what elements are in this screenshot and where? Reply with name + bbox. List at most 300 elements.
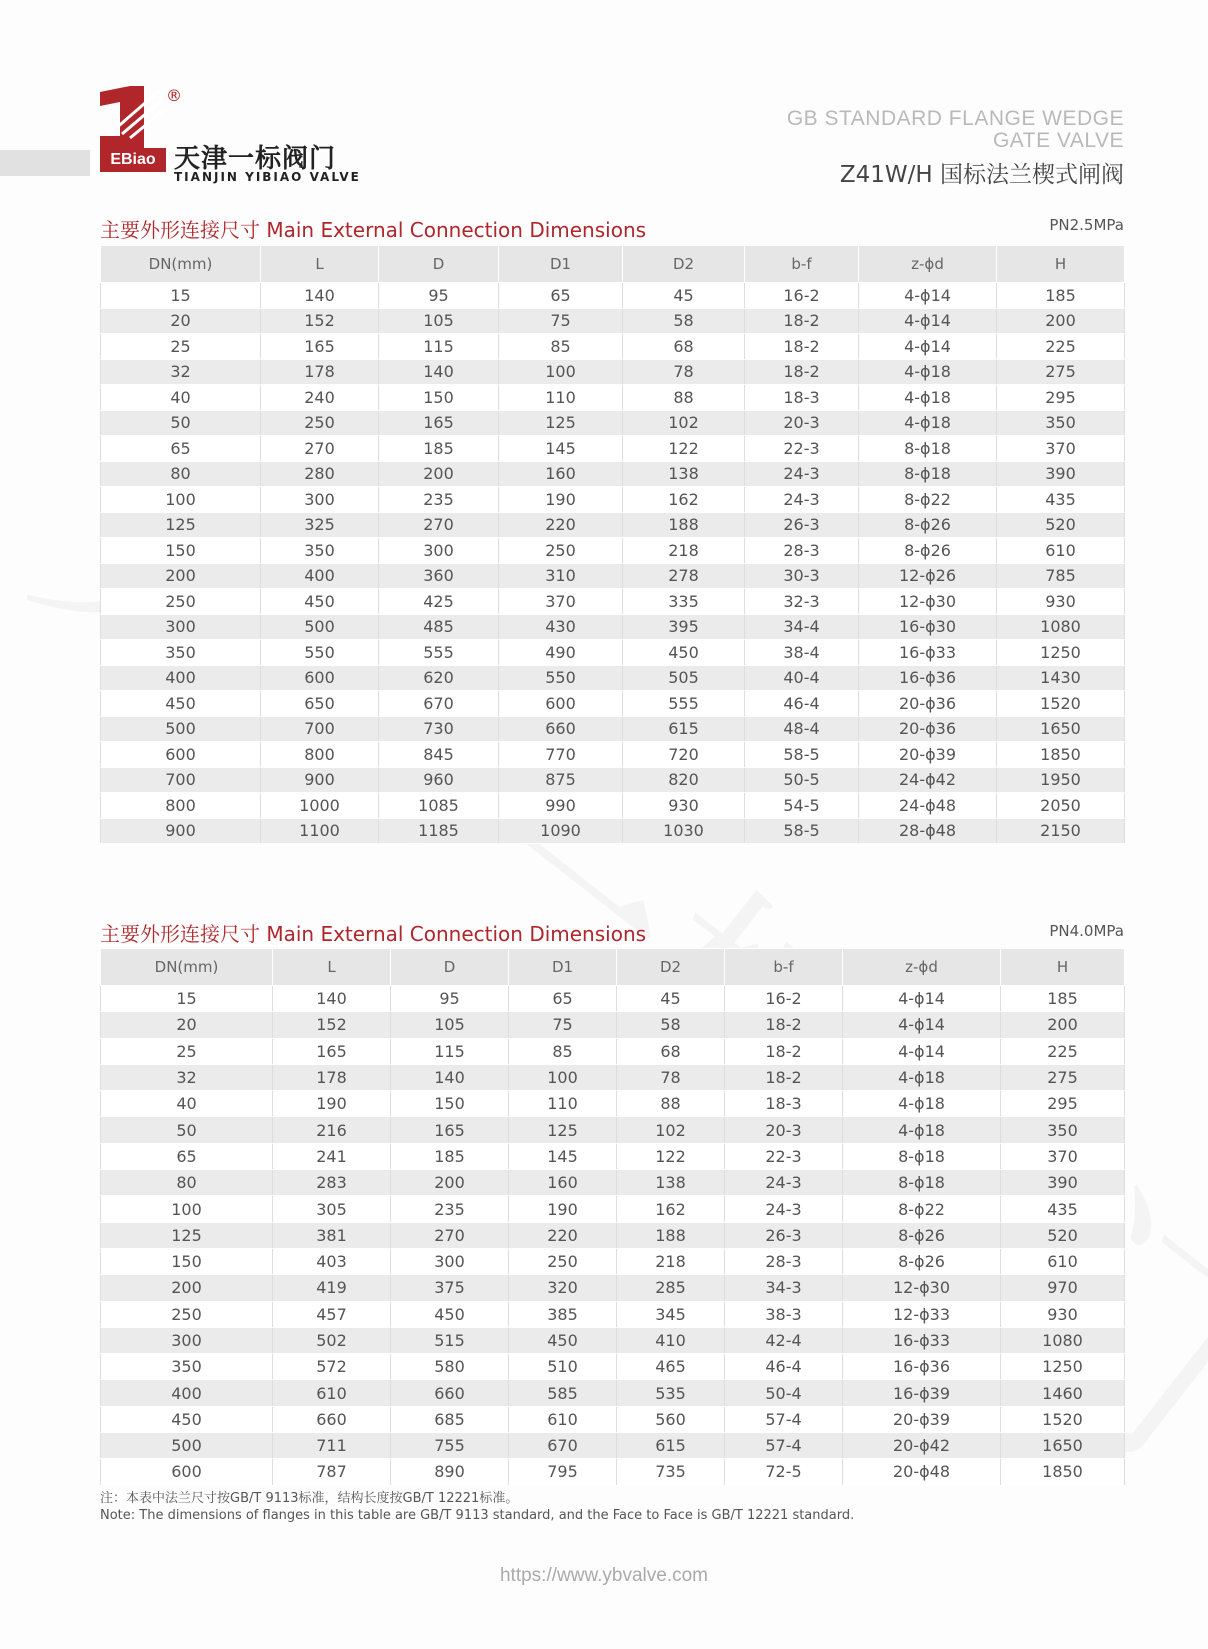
table-header-row xyxy=(101,246,1125,283)
table-cell: 178 xyxy=(261,359,379,385)
table-cell: 350 xyxy=(101,1354,273,1380)
product-title-cn: Z41W/H 国标法兰楔式闸阀 xyxy=(839,162,1124,188)
table-cell: 400 xyxy=(261,563,379,589)
table-cell: 185 xyxy=(391,1143,509,1169)
table-cell: 18-3 xyxy=(745,385,859,411)
table-cell: 485 xyxy=(379,614,499,640)
table-cell: 115 xyxy=(391,1038,509,1064)
table-cell: 711 xyxy=(273,1433,391,1459)
table-cell: 65 xyxy=(101,1143,273,1169)
table-cell: 990 xyxy=(499,793,623,819)
table-cell: 270 xyxy=(261,436,379,462)
table-cell: 1850 xyxy=(997,742,1125,768)
table-row xyxy=(101,359,1125,385)
table-cell: 1520 xyxy=(1001,1406,1125,1432)
table-cell: 450 xyxy=(623,640,745,666)
table-cell: 188 xyxy=(617,1222,725,1248)
table-cell: 218 xyxy=(617,1248,725,1274)
table-cell: 730 xyxy=(379,716,499,742)
table-cell: 152 xyxy=(273,1012,391,1038)
table-cell: 16-ϕ33 xyxy=(859,640,997,666)
product-title-block xyxy=(787,108,1124,189)
table-cell: 381 xyxy=(273,1222,391,1248)
table-cell: 930 xyxy=(623,793,745,819)
table-cell: 20-ϕ39 xyxy=(859,742,997,768)
table-cell: 400 xyxy=(101,665,261,691)
table-cell: 305 xyxy=(273,1196,391,1222)
table-cell: 395 xyxy=(623,614,745,640)
table-cell: 490 xyxy=(499,640,623,666)
table-row xyxy=(101,1354,1125,1380)
table-cell: 100 xyxy=(499,359,623,385)
table-cell: 550 xyxy=(261,640,379,666)
column-header: L xyxy=(273,949,391,986)
table-cell: 250 xyxy=(499,538,623,564)
column-header: z-ϕd xyxy=(843,949,1001,986)
table-cell: 38-4 xyxy=(745,640,859,666)
table-cell: 370 xyxy=(499,589,623,615)
table-cell: 20-ϕ36 xyxy=(859,691,997,717)
table-cell: 250 xyxy=(101,589,261,615)
table-cell: 650 xyxy=(261,691,379,717)
table-row xyxy=(101,1459,1125,1485)
table-cell: 88 xyxy=(623,385,745,411)
table-cell: 4-ϕ14 xyxy=(859,308,997,334)
table-cell: 32 xyxy=(101,1064,273,1090)
table-row xyxy=(101,1327,1125,1353)
table-cell: 16-2 xyxy=(745,283,859,309)
table-cell: 140 xyxy=(261,283,379,309)
table-row xyxy=(101,1248,1125,1274)
table-cell: 4-ϕ14 xyxy=(859,334,997,360)
table-cell: 88 xyxy=(617,1091,725,1117)
table-cell: 218 xyxy=(623,538,745,564)
table-cell: 200 xyxy=(101,1275,273,1301)
dimensions-table-pn25 xyxy=(100,245,1125,844)
table-cell: 685 xyxy=(391,1406,509,1432)
table-cell: 16-ϕ36 xyxy=(859,665,997,691)
table-cell: 4-ϕ14 xyxy=(843,1012,1001,1038)
table2-pressure: PN4.0MPa xyxy=(1049,922,1124,940)
table-cell: 165 xyxy=(379,410,499,436)
table-cell: 610 xyxy=(1001,1248,1125,1274)
table-cell: 930 xyxy=(997,589,1125,615)
table-cell: 20 xyxy=(101,308,261,334)
table-cell: 165 xyxy=(261,334,379,360)
table-cell: 40-4 xyxy=(745,665,859,691)
table-cell: 138 xyxy=(623,461,745,487)
table-row xyxy=(101,665,1125,691)
table-cell: 510 xyxy=(509,1354,617,1380)
table-row xyxy=(101,1038,1125,1064)
table-cell: 24-ϕ48 xyxy=(859,793,997,819)
table-cell: 57-4 xyxy=(725,1433,843,1459)
table-cell: 572 xyxy=(273,1354,391,1380)
table-cell: 162 xyxy=(623,487,745,513)
table-cell: 1030 xyxy=(623,818,745,844)
table-cell: 225 xyxy=(997,334,1125,360)
table-cell: 457 xyxy=(273,1301,391,1327)
table-cell: 200 xyxy=(391,1170,509,1196)
product-title-en-line1: GB STANDARD FLANGE WEDGE xyxy=(786,107,1124,130)
table-cell: 8-ϕ18 xyxy=(859,461,997,487)
table-cell: 8-ϕ26 xyxy=(859,538,997,564)
table-cell: 235 xyxy=(391,1196,509,1222)
table-cell: 520 xyxy=(1001,1222,1125,1248)
table-cell: 400 xyxy=(101,1380,273,1406)
table-cell: 185 xyxy=(1001,986,1125,1012)
table-cell: 300 xyxy=(101,1327,273,1353)
column-header: b-f xyxy=(725,949,843,986)
table-cell: 370 xyxy=(1001,1143,1125,1169)
table-cell: 42-4 xyxy=(725,1327,843,1353)
decorative-band xyxy=(0,150,90,176)
table-cell: 200 xyxy=(997,308,1125,334)
table-cell: 435 xyxy=(1001,1196,1125,1222)
table-cell: 345 xyxy=(617,1301,725,1327)
table-cell: 660 xyxy=(391,1380,509,1406)
table-cell: 500 xyxy=(101,716,261,742)
table-cell: 165 xyxy=(391,1117,509,1143)
table-cell: 240 xyxy=(261,385,379,411)
table-cell: 28-ϕ48 xyxy=(859,818,997,844)
table-cell: 15 xyxy=(101,283,261,309)
column-header: D xyxy=(391,949,509,986)
table-cell: 145 xyxy=(509,1143,617,1169)
table-cell: 75 xyxy=(499,308,623,334)
table-cell: 670 xyxy=(509,1433,617,1459)
table-cell: 610 xyxy=(273,1380,391,1406)
table-cell: 12-ϕ26 xyxy=(859,563,997,589)
table-cell: 370 xyxy=(997,436,1125,462)
column-header: DN(mm) xyxy=(101,246,261,283)
table-cell: 1250 xyxy=(1001,1354,1125,1380)
registered-mark: ® xyxy=(166,86,182,105)
table-cell: 20-3 xyxy=(725,1117,843,1143)
table-cell: 25 xyxy=(101,334,261,360)
column-header: H xyxy=(1001,949,1125,986)
table-row xyxy=(101,1275,1125,1301)
table-row xyxy=(101,1380,1125,1406)
table-cell: 46-4 xyxy=(745,691,859,717)
table-cell: 1100 xyxy=(261,818,379,844)
table-cell: 220 xyxy=(509,1222,617,1248)
table-cell: 820 xyxy=(623,767,745,793)
table-row xyxy=(101,640,1125,666)
table-cell: 57-4 xyxy=(725,1406,843,1432)
table-cell: 235 xyxy=(379,487,499,513)
table-cell: 45 xyxy=(617,986,725,1012)
table-cell: 68 xyxy=(617,1038,725,1064)
table-cell: 50 xyxy=(101,1117,273,1143)
product-title-en-line2: GATE VALVE xyxy=(992,129,1124,152)
table-cell: 26-3 xyxy=(725,1222,843,1248)
table-row xyxy=(101,1117,1125,1143)
table-cell: 16-ϕ39 xyxy=(843,1380,1001,1406)
table-row xyxy=(101,1091,1125,1117)
table-cell: 80 xyxy=(101,461,261,487)
table-cell: 102 xyxy=(623,410,745,436)
table-cell: 1085 xyxy=(379,793,499,819)
table-cell: 150 xyxy=(391,1091,509,1117)
table-cell: 560 xyxy=(617,1406,725,1432)
logo-ebiao-label: EBiao xyxy=(100,148,166,172)
table-cell: 241 xyxy=(273,1143,391,1169)
table-cell: 275 xyxy=(1001,1064,1125,1090)
table-cell: 46-4 xyxy=(725,1354,843,1380)
table-cell: 845 xyxy=(379,742,499,768)
table-cell: 615 xyxy=(623,716,745,742)
table-cell: 54-5 xyxy=(745,793,859,819)
table-cell: 2050 xyxy=(997,793,1125,819)
table-row xyxy=(101,1406,1125,1432)
table-cell: 58 xyxy=(617,1012,725,1038)
table-cell: 1650 xyxy=(1001,1433,1125,1459)
column-header: DN(mm) xyxy=(101,949,273,986)
table-cell: 15 xyxy=(101,986,273,1012)
table-cell: 50 xyxy=(101,410,261,436)
table-cell: 1090 xyxy=(499,818,623,844)
table-cell: 800 xyxy=(101,793,261,819)
table-cell: 295 xyxy=(997,385,1125,411)
table-cell: 16-ϕ33 xyxy=(843,1327,1001,1353)
table-cell: 770 xyxy=(499,742,623,768)
table-cell: 280 xyxy=(261,461,379,487)
table-cell: 535 xyxy=(617,1380,725,1406)
footnote-en: Note: The dimensions of flanges in this table are GB/T 9113 standard, and the Face to Face is GB/T 12221 standard. xyxy=(100,1508,855,1523)
table-cell: 30-3 xyxy=(745,563,859,589)
table-cell: 152 xyxy=(261,308,379,334)
table-cell: 80 xyxy=(101,1170,273,1196)
table-cell: 50-4 xyxy=(725,1380,843,1406)
table-cell: 20-ϕ48 xyxy=(843,1459,1001,1485)
table-cell: 1950 xyxy=(997,767,1125,793)
table-cell: 24-3 xyxy=(745,487,859,513)
table-cell: 100 xyxy=(509,1064,617,1090)
table-cell: 295 xyxy=(1001,1091,1125,1117)
table-cell: 465 xyxy=(617,1354,725,1380)
table-cell: 110 xyxy=(509,1091,617,1117)
table-cell: 4-ϕ14 xyxy=(843,1038,1001,1064)
table-cell: 140 xyxy=(379,359,499,385)
table-cell: 115 xyxy=(379,334,499,360)
table-row xyxy=(101,742,1125,768)
table-cell: 435 xyxy=(997,487,1125,513)
table-cell: 65 xyxy=(509,986,617,1012)
table-cell: 78 xyxy=(617,1064,725,1090)
column-header: z-ϕd xyxy=(859,246,997,283)
table-row xyxy=(101,767,1125,793)
table-cell: 502 xyxy=(273,1327,391,1353)
table-cell: 250 xyxy=(509,1248,617,1274)
table-cell: 300 xyxy=(101,614,261,640)
table-cell: 4-ϕ14 xyxy=(859,283,997,309)
table-cell: 4-ϕ14 xyxy=(843,986,1001,1012)
table-cell: 390 xyxy=(997,461,1125,487)
table-cell: 900 xyxy=(261,767,379,793)
table-cell: 8-ϕ22 xyxy=(859,487,997,513)
table-cell: 1185 xyxy=(379,818,499,844)
table-cell: 58 xyxy=(623,308,745,334)
table-cell: 125 xyxy=(101,1222,273,1248)
table-cell: 610 xyxy=(509,1406,617,1432)
table-cell: 8-ϕ18 xyxy=(859,436,997,462)
table-row xyxy=(101,1196,1125,1222)
table-cell: 550 xyxy=(499,665,623,691)
table-cell: 28-3 xyxy=(725,1248,843,1274)
table-cell: 102 xyxy=(617,1117,725,1143)
table-cell: 700 xyxy=(101,767,261,793)
table-cell: 735 xyxy=(617,1459,725,1485)
table-cell: 1080 xyxy=(997,614,1125,640)
column-header: D1 xyxy=(499,246,623,283)
table-cell: 335 xyxy=(623,589,745,615)
table-cell: 22-3 xyxy=(745,436,859,462)
table-cell: 1460 xyxy=(1001,1380,1125,1406)
table-cell: 85 xyxy=(499,334,623,360)
table-cell: 600 xyxy=(101,1459,273,1485)
table-cell: 1650 xyxy=(997,716,1125,742)
table-cell: 270 xyxy=(379,512,499,538)
table-cell: 28-3 xyxy=(745,538,859,564)
table-cell: 419 xyxy=(273,1275,391,1301)
table-cell: 800 xyxy=(261,742,379,768)
table-cell: 78 xyxy=(623,359,745,385)
table-cell: 4-ϕ18 xyxy=(843,1117,1001,1143)
table-cell: 720 xyxy=(623,742,745,768)
table-cell: 450 xyxy=(509,1327,617,1353)
table-cell: 32-3 xyxy=(745,589,859,615)
table-cell: 350 xyxy=(101,640,261,666)
table-cell: 300 xyxy=(379,538,499,564)
table-cell: 100 xyxy=(101,487,261,513)
table-cell: 138 xyxy=(617,1170,725,1196)
table-cell: 160 xyxy=(509,1170,617,1196)
table-cell: 450 xyxy=(101,1406,273,1432)
table-cell: 200 xyxy=(1001,1012,1125,1038)
table-cell: 40 xyxy=(101,1091,273,1117)
table-cell: 12-ϕ30 xyxy=(859,589,997,615)
table-cell: 34-4 xyxy=(745,614,859,640)
table-cell: 165 xyxy=(273,1038,391,1064)
table-cell: 26-3 xyxy=(745,512,859,538)
table-cell: 105 xyxy=(391,1012,509,1038)
table-row xyxy=(101,818,1125,844)
table-cell: 425 xyxy=(379,589,499,615)
table-cell: 300 xyxy=(391,1248,509,1274)
table-cell: 24-3 xyxy=(745,461,859,487)
table-cell: 18-2 xyxy=(725,1012,843,1038)
table-cell: 178 xyxy=(273,1064,391,1090)
table-cell: 8-ϕ22 xyxy=(843,1196,1001,1222)
table-cell: 325 xyxy=(261,512,379,538)
table-cell: 450 xyxy=(261,589,379,615)
table-cell: 1520 xyxy=(997,691,1125,717)
table-cell: 350 xyxy=(1001,1117,1125,1143)
table-cell: 600 xyxy=(499,691,623,717)
table-cell: 18-2 xyxy=(725,1038,843,1064)
table-cell: 162 xyxy=(617,1196,725,1222)
table-cell: 670 xyxy=(379,691,499,717)
table-cell: 18-2 xyxy=(725,1064,843,1090)
table-row xyxy=(101,691,1125,717)
table-cell: 185 xyxy=(379,436,499,462)
table-cell: 450 xyxy=(101,691,261,717)
table-cell: 755 xyxy=(391,1433,509,1459)
table-cell: 68 xyxy=(623,334,745,360)
table-cell: 20 xyxy=(101,1012,273,1038)
table-cell: 48-4 xyxy=(745,716,859,742)
table-row xyxy=(101,1301,1125,1327)
table-cell: 22-3 xyxy=(725,1143,843,1169)
table-cell: 140 xyxy=(273,986,391,1012)
table-cell: 188 xyxy=(623,512,745,538)
table-cell: 150 xyxy=(379,385,499,411)
table-cell: 65 xyxy=(101,436,261,462)
table-cell: 4-ϕ18 xyxy=(859,410,997,436)
table-cell: 190 xyxy=(499,487,623,513)
table-cell: 1000 xyxy=(261,793,379,819)
table-row xyxy=(101,461,1125,487)
table-row xyxy=(101,512,1125,538)
logo-one-mark-icon xyxy=(100,86,166,148)
table-cell: 930 xyxy=(1001,1301,1125,1327)
table-cell: 95 xyxy=(391,986,509,1012)
table-cell: 585 xyxy=(509,1380,617,1406)
column-header: D xyxy=(379,246,499,283)
table-cell: 4-ϕ18 xyxy=(859,385,997,411)
table-cell: 190 xyxy=(273,1091,391,1117)
table-cell: 350 xyxy=(261,538,379,564)
table-cell: 145 xyxy=(499,436,623,462)
column-header: D2 xyxy=(623,246,745,283)
table-cell: 283 xyxy=(273,1170,391,1196)
table-cell: 875 xyxy=(499,767,623,793)
footnote-cn: 注：本表中法兰尺寸按GB/T 9113标准，结构长度按GB/T 12221标准。 xyxy=(100,1491,519,1506)
table-cell: 125 xyxy=(509,1117,617,1143)
table-row xyxy=(101,1433,1125,1459)
table-cell: 8-ϕ26 xyxy=(843,1222,1001,1248)
table-cell: 620 xyxy=(379,665,499,691)
column-header: L xyxy=(261,246,379,283)
table-cell: 278 xyxy=(623,563,745,589)
table-cell: 1080 xyxy=(1001,1327,1125,1353)
table-cell: 970 xyxy=(1001,1275,1125,1301)
table-row xyxy=(101,334,1125,360)
column-header: b-f xyxy=(745,246,859,283)
table-cell: 360 xyxy=(379,563,499,589)
table-cell: 1850 xyxy=(1001,1459,1125,1485)
table-row xyxy=(101,986,1125,1012)
table-cell: 20-3 xyxy=(745,410,859,436)
table-cell: 18-2 xyxy=(745,334,859,360)
website-url[interactable]: https://www.ybvalve.com xyxy=(499,1565,709,1586)
table-cell: 16-2 xyxy=(725,986,843,1012)
table-cell: 34-3 xyxy=(725,1275,843,1301)
table-cell: 600 xyxy=(261,665,379,691)
table-cell: 4-ϕ18 xyxy=(843,1091,1001,1117)
table-cell: 20-ϕ42 xyxy=(843,1433,1001,1459)
table-row xyxy=(101,385,1125,411)
table-cell: 505 xyxy=(623,665,745,691)
table-cell: 125 xyxy=(499,410,623,436)
company-name-cn: 天津一标阀门 xyxy=(174,144,337,174)
table-cell: 615 xyxy=(617,1433,725,1459)
table-cell: 225 xyxy=(1001,1038,1125,1064)
table-cell: 122 xyxy=(623,436,745,462)
table-cell: 500 xyxy=(261,614,379,640)
table-row xyxy=(101,1012,1125,1038)
